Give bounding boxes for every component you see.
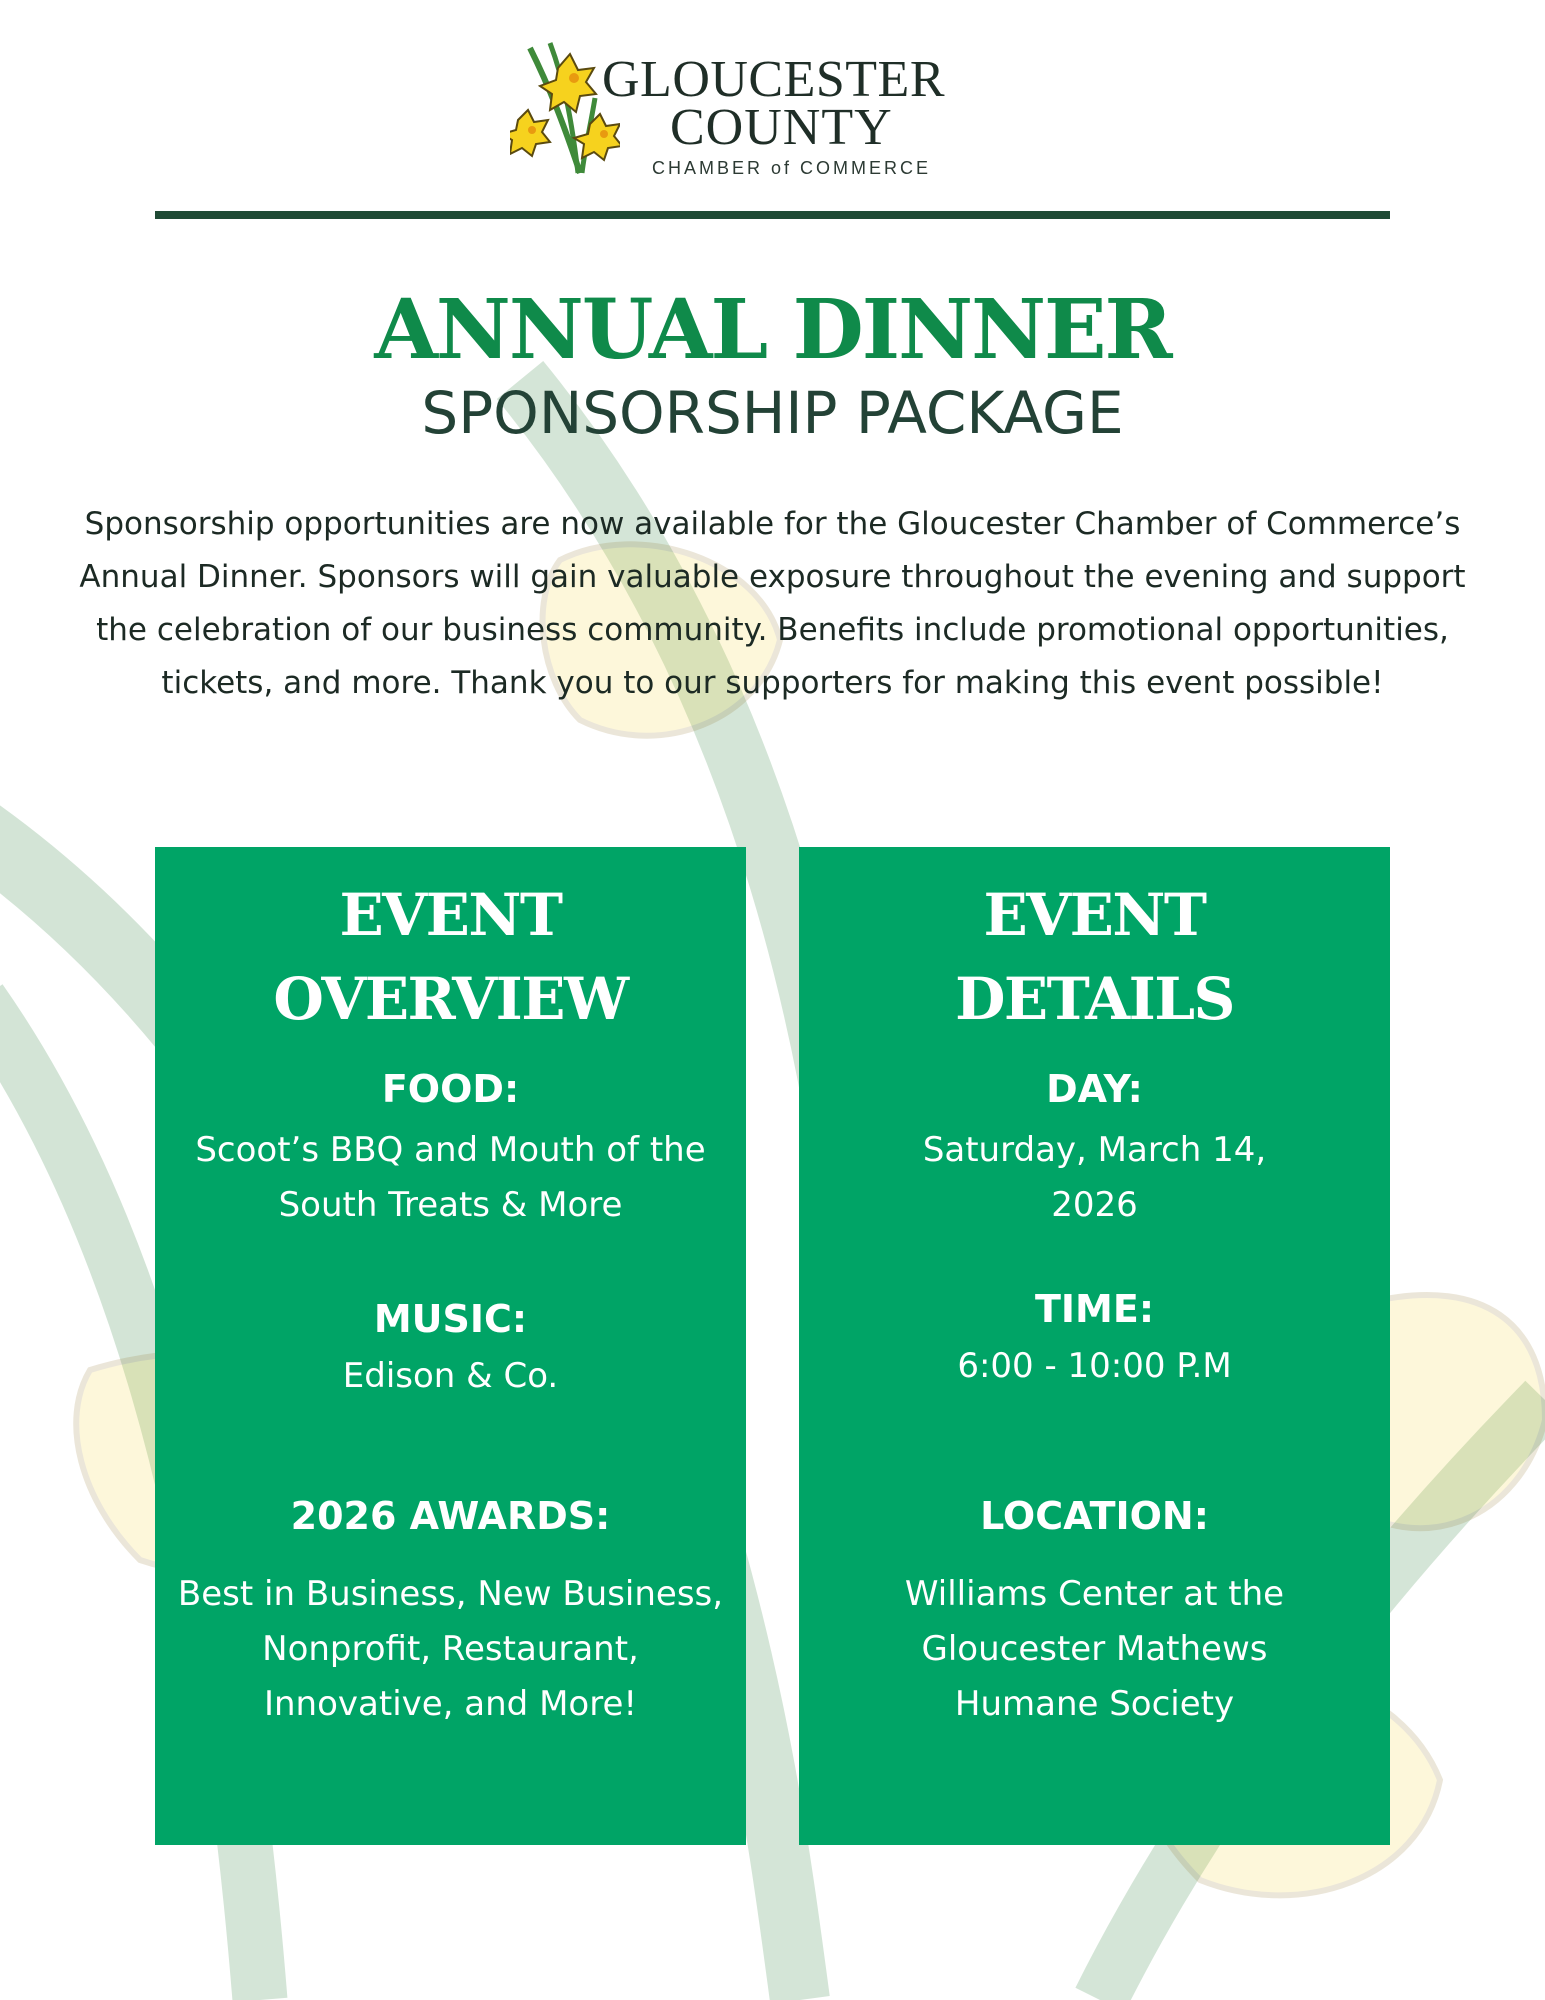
time-text: 6:00 - 10:00 P.M [957,1346,1232,1386]
location-label: LOCATION: [980,1494,1209,1538]
logo-text-gloucester: GLOUCESTER [602,51,945,108]
day-label: DAY: [1046,1067,1143,1111]
event-overview-heading-line1: EVENT [339,881,562,949]
logo-text-county: COUNTY [670,99,893,156]
event-overview-panel [155,847,746,1845]
event-details-panel [799,847,1390,1845]
time-label: TIME: [1034,1287,1155,1331]
intro-paragraph: Sponsorship opportunities are now available for the Gloucester Chamber of Commerce’s Annual Dinner. Sponsors will gain valuable exposure throughout the evening and support the celebration of our business community. Benefits include promotional opportunities, tickets, and more. Thank you to our supporters for making this event possible! [79,506,1466,701]
chamber-logo [510,38,1010,178]
event-details-heading-line1: EVENT [983,881,1206,949]
location-text: Williams Center at the Gloucester Mathews Humane Society [904,1574,1285,1724]
day-text: Saturday, March 14, 2026 [922,1130,1267,1225]
page-subtitle: SPONSORSHIP PACKAGE [421,379,1124,447]
event-details-heading-line2: DETAILS [955,965,1234,1033]
awards-text: Best in Business, New Business, Nonprofit, Restaurant, Innovative, and More! [177,1574,724,1724]
header-divider [155,211,1390,219]
food-text: Scoot’s BBQ and Mouth of the South Treats & More [195,1130,706,1225]
page-title: ANNUAL DINNER [374,282,1171,378]
logo-text-chamber: CHAMBER of COMMERCE [652,158,932,178]
awards-label: 2026 AWARDS: [290,1494,611,1538]
event-overview-heading-line2: OVERVIEW [273,965,628,1033]
food-label: FOOD: [381,1067,520,1111]
event-overview-heading [155,873,746,1041]
music-text: Edison & Co. [342,1356,559,1396]
music-label: MUSIC: [373,1297,528,1341]
event-details-heading [799,873,1390,1041]
